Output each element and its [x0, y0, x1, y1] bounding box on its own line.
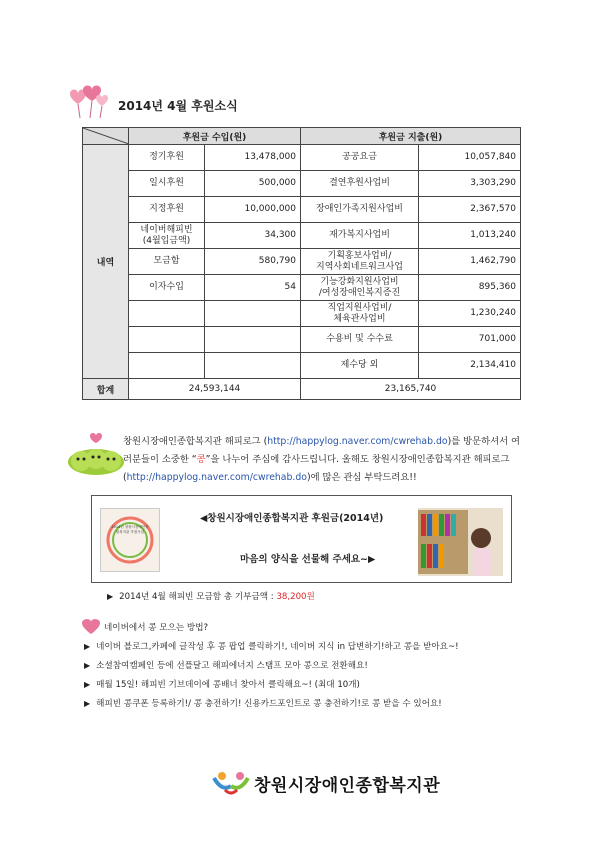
- triangle-bullet-icon: ▶: [84, 642, 91, 651]
- table-row: [83, 353, 521, 379]
- expense-value: 3,303,290: [419, 171, 521, 197]
- income-value: 580,790: [205, 249, 301, 275]
- happybean-amount: 38,200원: [276, 592, 315, 602]
- income-value: [205, 327, 301, 353]
- expense-value: 2,367,570: [419, 197, 521, 223]
- total-income: 24,593,144: [129, 379, 301, 400]
- table-row: [83, 301, 521, 327]
- list-item-text: 네이버 블로그,카페에 글작성 후 콩 팝업 클릭하기!, 네이버 지식 in 답변하기!하고 콩을 받아요~!: [96, 642, 459, 652]
- table-row: [83, 197, 521, 223]
- list-item: [84, 659, 584, 678]
- total-label: 합계: [83, 379, 129, 400]
- income-value: 500,000: [205, 171, 301, 197]
- income-label: 일시후원: [129, 171, 205, 197]
- list-item-text: 소셜참여캠페인 등에 선플달고 해피에너지 스탬프 모아 콩으로 전환해요!: [96, 661, 368, 671]
- expense-label: 장애인가족지원사업비: [301, 197, 419, 223]
- kong-word: 콩: [196, 454, 206, 465]
- expense-label: 기능강화지원사업비 /여성장애인복지증진: [301, 275, 419, 301]
- income-label: 네이버해피빈 (4월입금액): [129, 223, 205, 249]
- table-row: [83, 223, 521, 249]
- income-label: 지정후원: [129, 197, 205, 223]
- table-row: [83, 145, 521, 171]
- income-label: [129, 301, 205, 327]
- list-item-text: 매월 15일! 해피빈 기브데이에 콩배너 찾아서 클릭해요~! (최대 10개): [96, 680, 360, 690]
- expense-value: 701,000: [419, 327, 521, 353]
- expense-label: 직업지원사업비/ 체육관사업비: [301, 301, 419, 327]
- row-group-label: 내역: [83, 145, 129, 379]
- expense-value: 1,013,240: [419, 223, 521, 249]
- page-title: 2014년 4월 후원소식: [118, 99, 238, 113]
- expense-label: 기획홍보사업비/ 지역사회네트워크사업: [301, 249, 419, 275]
- expense-label: 결연후원사업비: [301, 171, 419, 197]
- finance-table: [82, 127, 521, 400]
- income-label: 모금함: [129, 249, 205, 275]
- income-value: 34,300: [205, 223, 301, 249]
- expense-label: 수용비 및 수수료: [301, 327, 419, 353]
- heart-icon: [80, 618, 102, 636]
- income-label: 정기후원: [129, 145, 205, 171]
- howto-title: 네이버에서 콩 모으는 방법?: [104, 623, 209, 633]
- banner-circle-icon: [101, 509, 159, 571]
- income-label: [129, 327, 205, 353]
- income-value: 54: [205, 275, 301, 301]
- header-expense: 후원금 지출(원): [301, 128, 521, 145]
- header-corner: [83, 128, 129, 145]
- intro-text-4: )에 많은 관심 부탁드려요!!: [306, 472, 417, 483]
- expense-value: 1,230,240: [419, 301, 521, 327]
- banner-subtitle: 마음의 양식을 선물해 주세요~▶: [240, 554, 376, 565]
- intro-text-1: 창원시장애인종합복지관 해피로그 (: [123, 436, 268, 447]
- intro-text-2: )를 방문하셔서 여러분들이 소중한 “: [123, 436, 520, 465]
- expense-value: 10,057,840: [419, 145, 521, 171]
- list-item: [84, 697, 584, 716]
- banner-logo: [100, 508, 160, 572]
- hearts-decoration-icon: [70, 80, 110, 120]
- triangle-bullet-icon: ▶: [84, 699, 91, 708]
- table-row: [83, 275, 521, 301]
- income-value: 13,478,000: [205, 145, 301, 171]
- expense-value: 1,462,790: [419, 249, 521, 275]
- happybean-label: 2014년 4월 해피빈 모금함 총 기부금액 :: [119, 592, 277, 602]
- intro-paragraph: [123, 433, 523, 487]
- expense-label: 제수당 외: [301, 353, 419, 379]
- library-photo: [418, 508, 503, 576]
- list-item: [84, 678, 584, 697]
- expense-value: 895,360: [419, 275, 521, 301]
- header-income: 후원금 수입(원): [129, 128, 301, 145]
- happylog-link-1[interactable]: http://happylog.naver.com/cwrehab.do: [267, 436, 448, 447]
- howto-list: [84, 640, 584, 716]
- banner-title: ◀창원시장애인종합복지관 후원금(2014년): [200, 513, 384, 524]
- total-expense: 23,165,740: [301, 379, 521, 400]
- expense-value: 2,134,410: [419, 353, 521, 379]
- intro-text-3: ”을 나누어 주심에 감사드립니다. 올해도 창원시장애인종합복지관 해피로그 (: [123, 454, 510, 483]
- happybean-total: [107, 590, 315, 602]
- income-value: [205, 301, 301, 327]
- list-item-text: 해피빈 콩쿠폰 등록하기!/ 콩 충전하기! 신용카드포인트로 콩 충전하기!로 콩 받을 수 있어요!: [96, 699, 442, 709]
- table-row: [83, 171, 521, 197]
- triangle-bullet-icon: ▶: [84, 661, 91, 670]
- income-value: 10,000,000: [205, 197, 301, 223]
- triangle-bullet-icon: ▶: [107, 592, 114, 601]
- table-row: [83, 249, 521, 275]
- table-row: [83, 327, 521, 353]
- expense-label: 재가복지사업비: [301, 223, 419, 249]
- org-name: 창원시장애인종합복지관: [254, 776, 441, 796]
- income-label: [129, 353, 205, 379]
- expense-label: 공공요금: [301, 145, 419, 171]
- org-logo: [210, 768, 440, 798]
- list-item: [84, 640, 584, 659]
- pea-mascot-icon: [66, 430, 126, 478]
- income-label: 이자수입: [129, 275, 205, 301]
- happylog-link-2[interactable]: http://happylog.naver.com/cwrehab.do: [126, 472, 307, 483]
- org-logo-icon: [210, 768, 252, 796]
- triangle-bullet-icon: ▶: [84, 680, 91, 689]
- income-value: [205, 353, 301, 379]
- banner-logo-text: 2014년 창원시장애인종합복지관 후원사업: [111, 525, 149, 534]
